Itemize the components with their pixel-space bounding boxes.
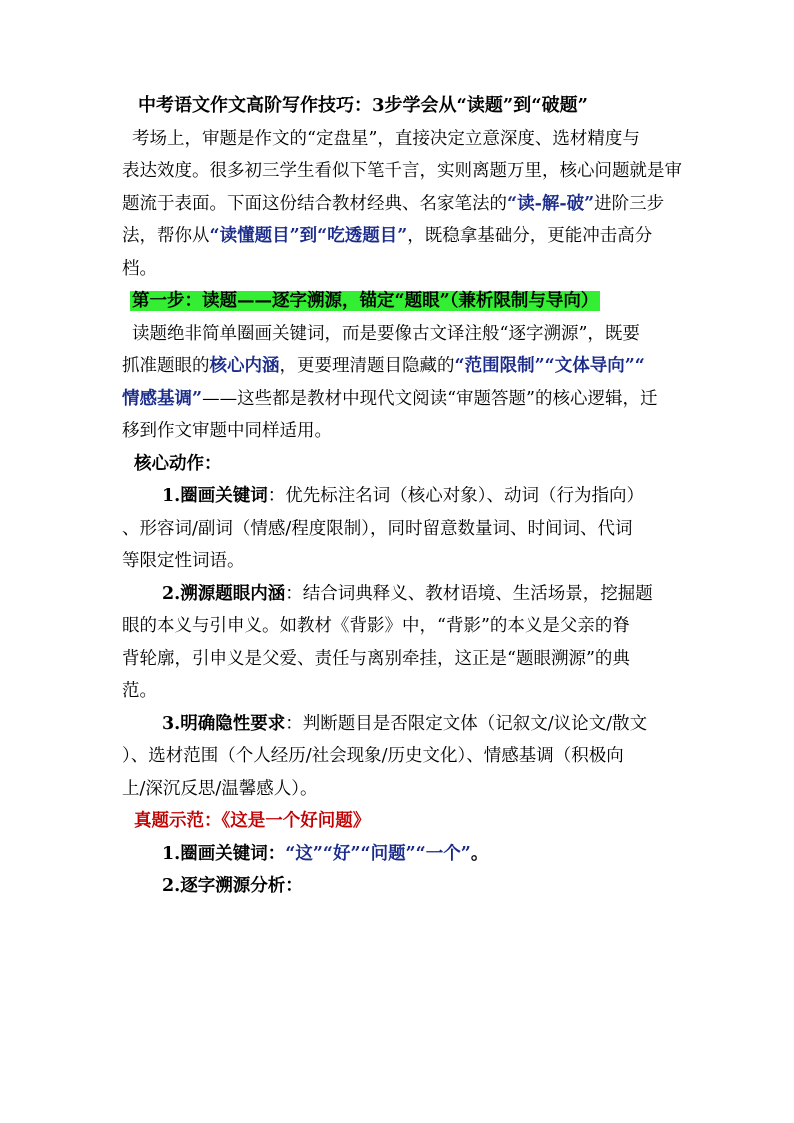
document-title: 中考语文作文高阶写作技巧：3步学会从“读题”到“破题”	[138, 95, 588, 116]
action-text: 背轮廓，引申义是父爱、责任与离别牵挂，这正是“题眼溯源”的典	[122, 648, 630, 669]
emotion-highlight: 情感基调”	[122, 388, 203, 409]
intro-text: 法，帮你从	[122, 226, 210, 246]
action-text: ：判断题目是否限定文体（记叙文/议论文/散文	[285, 713, 648, 734]
intro-text: 题流于表面。下面这份结合教材经典、名家笔法的	[122, 193, 507, 214]
action-text: 上/深沉反思/温馨感人）。	[122, 778, 318, 799]
intro-line: 档。	[122, 258, 157, 279]
example-item-2: 2.逐字溯源分析：	[162, 876, 303, 896]
core-meaning-highlight: 核心内涵	[209, 356, 280, 376]
method-highlight: “读-解-破”	[507, 193, 595, 214]
example-heading: 真题示范：《这是一个好问题》	[134, 811, 371, 831]
action-text: 等限定性词语。	[122, 551, 245, 571]
step1-line: 移到作文审题中同样适用。	[122, 421, 332, 441]
example-end: 。	[470, 843, 489, 864]
action-item-2	[122, 578, 697, 708]
core-actions-label: 核心动作：	[134, 453, 222, 474]
step1-text: ，更要理清题目隐藏的	[279, 356, 455, 376]
action-label: 2.溯源题眼内涵	[162, 583, 286, 604]
intro-text: ，既稳拿基础分，更能冲击高分	[407, 226, 653, 246]
action-text: ）、选材范围（个人经历/社会现象/历史文化）、情感基调（积极向	[122, 746, 624, 766]
step1-text: 抓准题眼的	[122, 356, 210, 376]
document-body	[122, 90, 697, 903]
intro-paragraph	[122, 123, 697, 286]
goal-highlight: “读懂题目”到“吃透题目”	[209, 226, 408, 246]
action-label: 1.圈画关键词	[162, 486, 268, 506]
action-text: 、形容词/副词（情感/程度限制），同时留意数量词、时间词、代词	[122, 518, 633, 539]
action-text: ：结合词典释义、教材语境、生活场景，挖掘题	[285, 583, 653, 604]
example-item-1	[122, 838, 697, 871]
step1-paragraph	[122, 318, 697, 448]
action-text: ：优先标注名词（核心对象）、动词（行为指向）	[267, 486, 645, 506]
action-item-3	[122, 708, 697, 806]
intro-line: 表达效度。很多初三学生看似下笔千言，实则离题万里，核心问题就是审	[122, 161, 682, 181]
step1-heading: 第一步：读题——逐字溯源，锚定“题眼”（兼析限制与导向）	[132, 291, 599, 311]
limits-highlight: “范围限制”“文体导向”“	[454, 356, 645, 376]
example-keywords: “这”“好”“问题”“一个”	[285, 843, 471, 864]
action-item-1	[122, 480, 697, 578]
intro-line: 考场上，审题是作文的“定盘星”，直接决定立意深度、选材精度与	[132, 128, 640, 149]
example-label: 1.圈画关键词：	[162, 843, 286, 864]
step1-line: 读题绝非简单圈画关键词，而是要像古文译注般“逐字溯源”，既要	[132, 323, 640, 344]
step1-text: ——这些都是教材中现代文阅读“审题答题”的核心逻辑，迁	[202, 388, 658, 409]
action-text: 眼的本义与引申义。如教材《背影》中，“背影”的本义是父亲的脊	[122, 616, 630, 636]
action-text: 范。	[122, 681, 157, 701]
intro-text: 进阶三步	[594, 193, 665, 214]
action-label: 3.明确隐性要求	[162, 713, 286, 734]
